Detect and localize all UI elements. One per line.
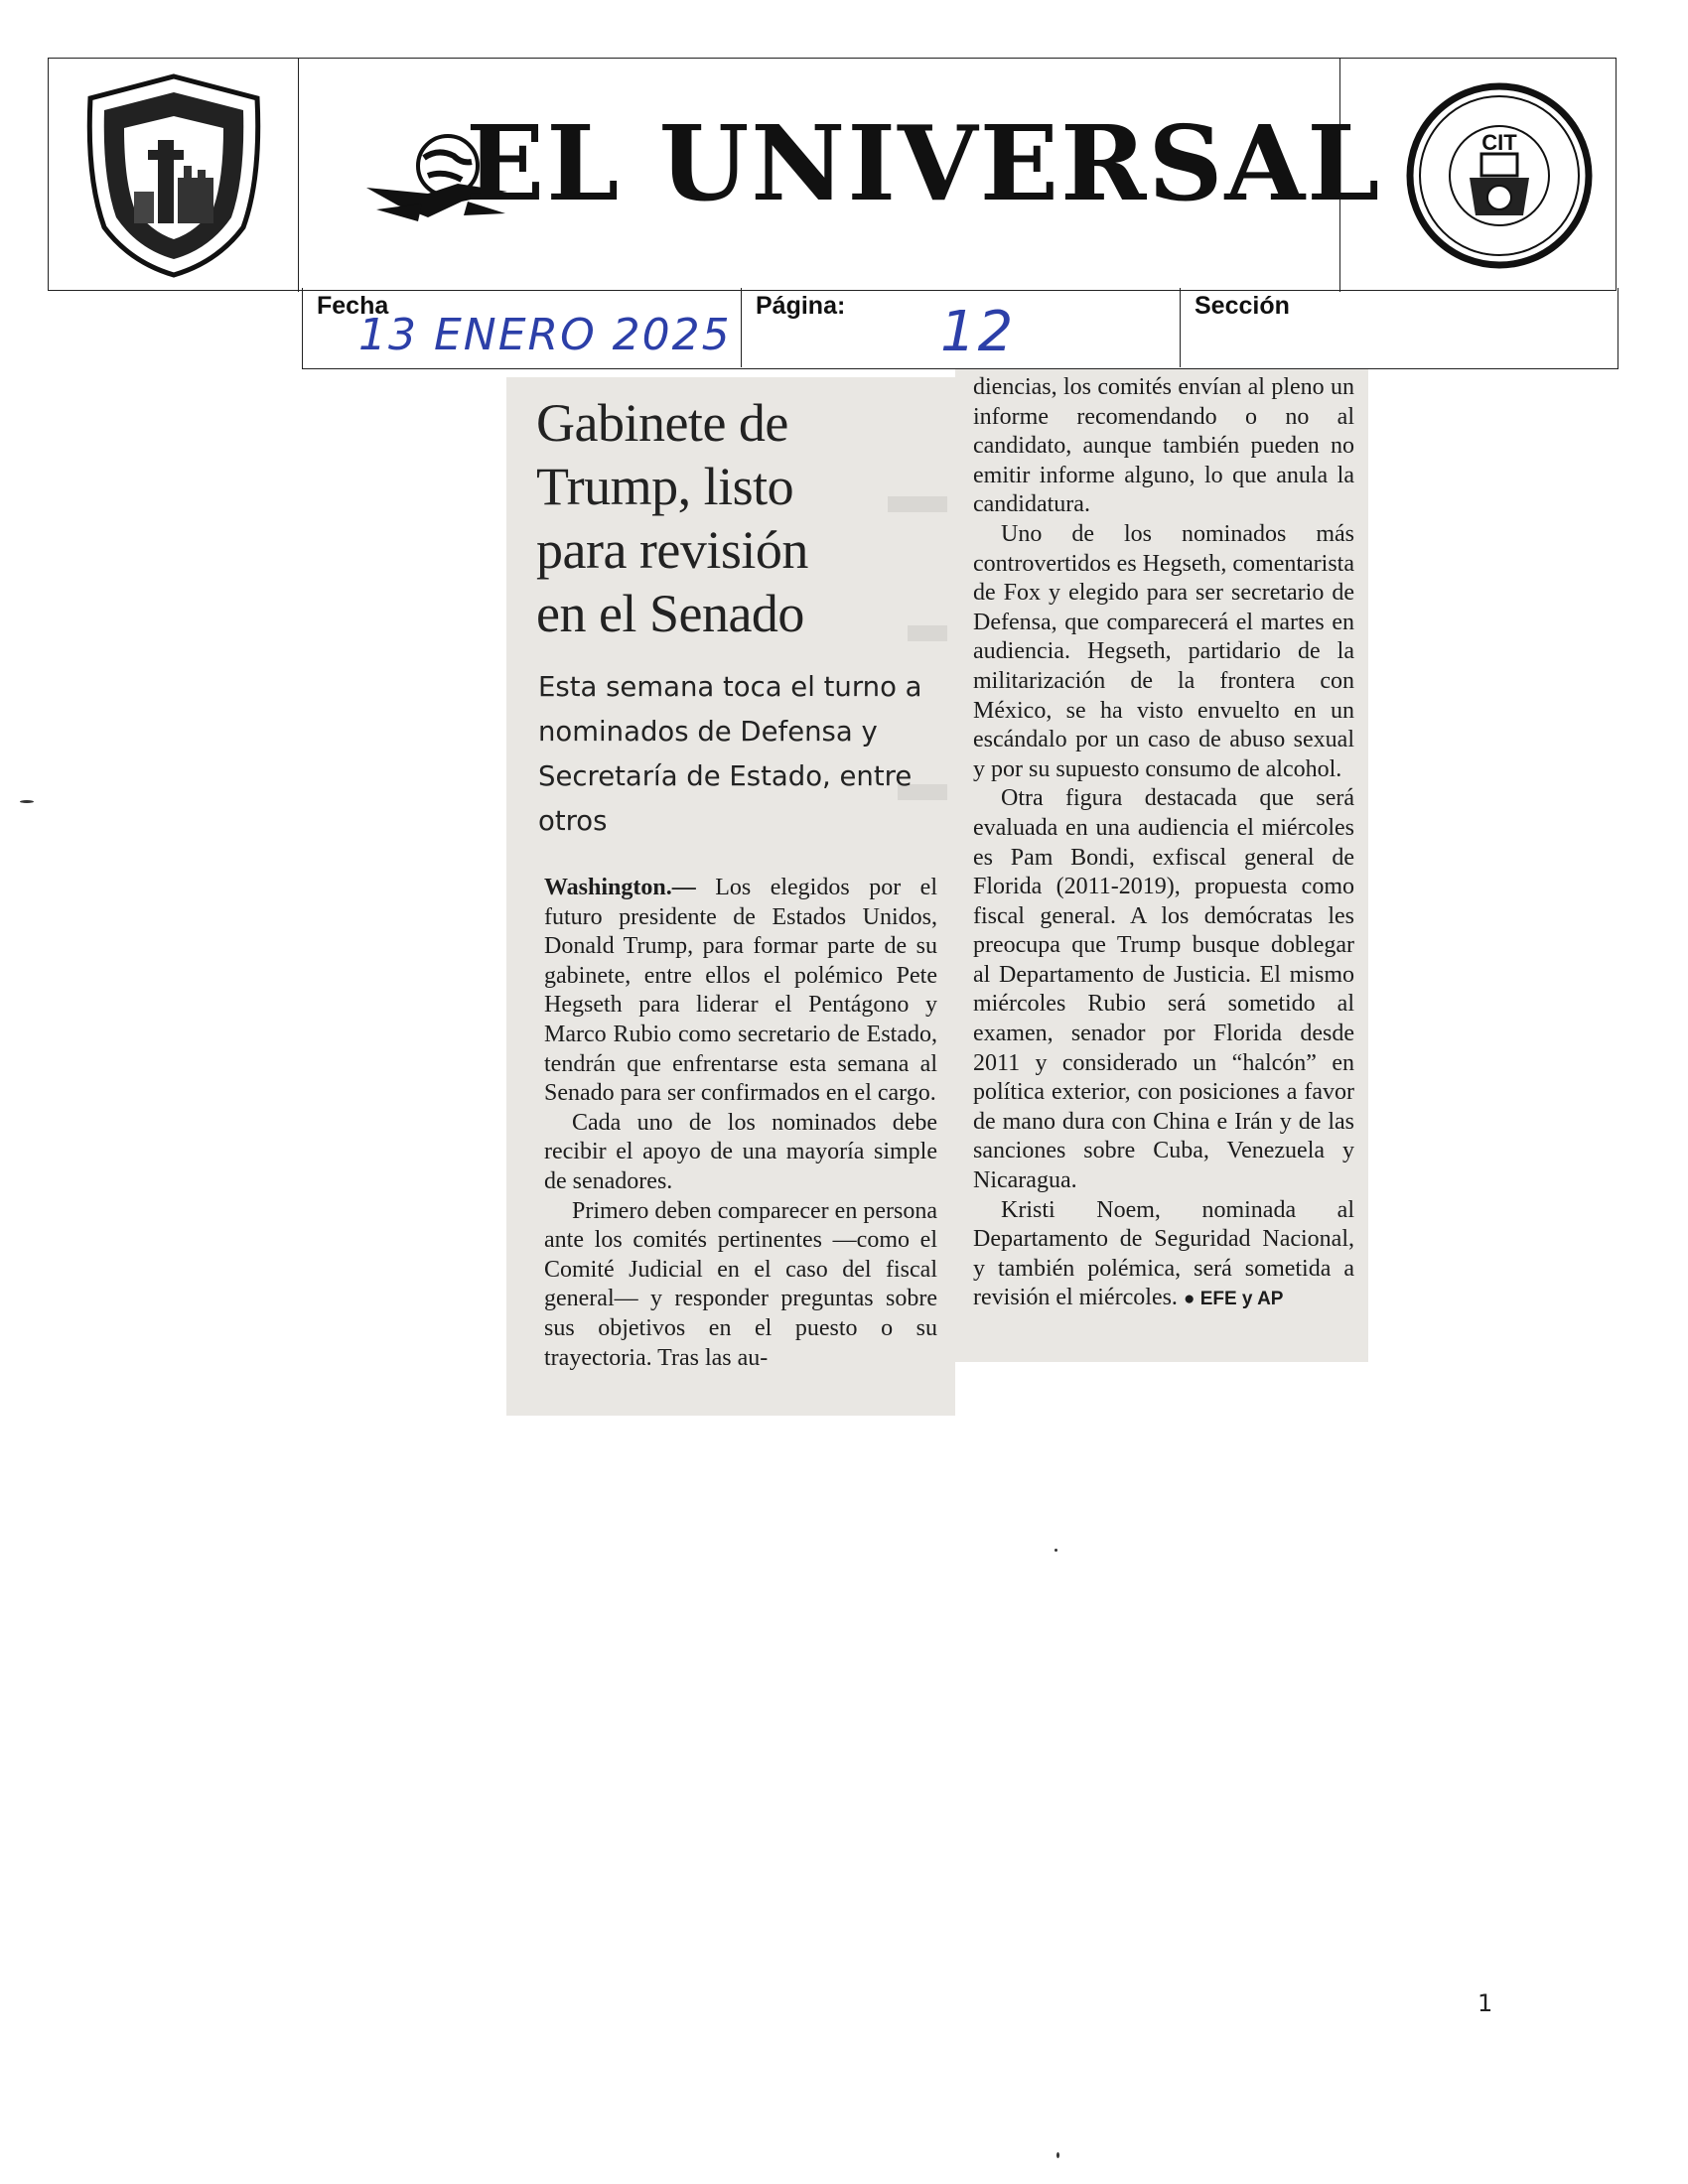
article-headline xyxy=(536,391,953,645)
union-seal-logo xyxy=(49,59,299,292)
cit-seal-logo xyxy=(1340,59,1618,292)
headline-line: para revisión xyxy=(536,520,808,580)
pagina-cell xyxy=(742,288,1181,367)
seccion-cell xyxy=(1181,288,1618,367)
clip-info-row xyxy=(302,288,1618,369)
paragraph: Kristi Noem, nominada al Departamento de Seguridad Nacional, y también polémica, será sometida a revisión el miércoles. xyxy=(973,1196,1354,1311)
paragraph: Otra figura destacada que será evaluada en una audiencia el miércoles es Pam Bondi, exfiscal general de Florida (2011-2019), propuesta como fiscal general. A los demócratas les preocupa que Trump busque doblegar al Departamento de Justicia. El mismo miércoles Rubio será sometido al examen, senador por Florida desde 2011 y considerado un “halcón” en política exterior, con posiciones a favor de mano dura con China e Irán y de las sanciones sobre Cuba, Venezuela y Nicaragua. xyxy=(973,785,1354,1194)
headline-line: Gabinete de xyxy=(536,393,788,453)
union-seal-cell xyxy=(49,59,299,292)
cit-seal-label: CIT xyxy=(1481,130,1517,155)
fecha-label: Fecha xyxy=(317,292,389,320)
paragraph: Cada uno de los nominados debe recibir el apoyo de una mayoría simple de senadores. xyxy=(544,1109,937,1194)
newspaper-title: EL UNIVERSAL xyxy=(466,102,1382,224)
scan-speck xyxy=(1055,1549,1057,1552)
pagina-label: Página: xyxy=(756,292,846,320)
agency-credit: ● EFE y AP xyxy=(1183,1289,1284,1310)
paragraph: Primero deben comparecer en persona ante los comités pertinentes —como el Comité Judicial en el caso del fiscal general— y responder preguntas sobre sus objetivos en el puesto o su trayectoria. Tras las au- xyxy=(544,1197,937,1371)
masthead-box xyxy=(48,58,1617,291)
headline-line: en el Senado xyxy=(536,584,804,643)
page-number: 1 xyxy=(1477,1989,1493,2017)
dateline: Washington.— xyxy=(544,875,696,900)
paragraph: Los elegidos por el futuro presidente de Estados Unidos, Donald Trump, para formar parte de su gabinete, entre ellos el polémico Pete Hegseth para liderar el Pentágono y Marco Rubio como secretario de Estado, tendrán que enfrentarse esta semana al Senado para ser confirmados en el cargo. xyxy=(544,875,937,1107)
pagina-handwritten: 12 xyxy=(940,300,1016,364)
article-body-left xyxy=(544,874,937,1373)
article-body-right xyxy=(973,373,1354,1314)
article-subhead: Esta semana toca el turno a nominados de Defensa y Secretaría de Estado, entre otros xyxy=(538,671,922,837)
article-clip-left xyxy=(506,377,955,1416)
fecha-handwritten: 13 ENERO 2025 xyxy=(358,310,732,360)
headline-line: Trump, listo xyxy=(536,457,794,516)
seccion-label: Sección xyxy=(1195,292,1290,320)
scan-speck xyxy=(1056,2152,1059,2158)
article-clip-right xyxy=(955,369,1368,1362)
scan-speck xyxy=(20,800,34,803)
fecha-cell xyxy=(303,288,742,367)
paragraph: diencias, los comités envían al pleno un informe recomendando o no al candidato, aunque también pueden no emitir informe alguno, lo que anula la candidatura. xyxy=(973,374,1354,518)
paragraph: Uno de los nominados más controvertidos es Hegseth, comentarista de Fox y elegido para ser secretario de Defensa, que comparecerá el martes en audiencia. Hegseth, partidario de la militarización de la frontera con México, se ha visto envuelto en un escándalo por un caso de abuso sexual y por su supuesto consumo de alcohol. xyxy=(973,520,1354,782)
